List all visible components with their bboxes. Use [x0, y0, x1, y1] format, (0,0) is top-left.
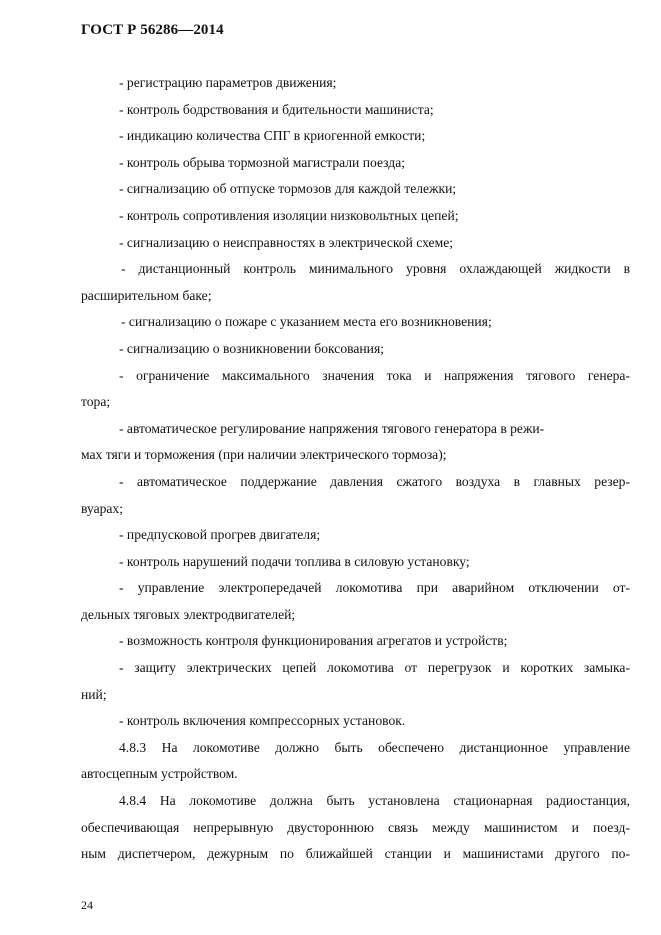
list-item-continuation: тора; — [81, 394, 111, 410]
list-item: - контроль включения компрессорных установок. — [119, 713, 406, 729]
list-item: - возможность контроля функционирования агрегатов и устройств; — [119, 633, 508, 649]
list-item: - дистанционный контроль минимального уровня охлаждающей жидкости в — [121, 261, 630, 277]
paragraph-line: автосцепным устройством. — [81, 766, 238, 782]
paragraph-line: 4.8.4 На локомотиве должна быть установлена стационарная радиостанция, — [119, 793, 630, 809]
list-item: - сигнализацию об отпуске тормозов для каждой тележки; — [119, 181, 457, 197]
list-item: - контроль нарушений подачи топлива в силовую установку; — [119, 553, 470, 569]
list-item: - сигнализацию о неисправностях в электрической схеме; — [119, 234, 454, 250]
list-item: - предпусковой прогрев двигателя; — [119, 527, 321, 543]
list-item: - контроль обрыва тормозной магистрали поезда; — [119, 154, 406, 170]
list-item: - индикацию количества СПГ в криогенной емкости; — [119, 128, 426, 144]
list-item-continuation: расширительном баке; — [81, 287, 212, 303]
list-item: - сигнализацию о возникновении боксования; — [119, 340, 384, 356]
list-item: - контроль сопротивления изоляции низковольтных цепей; — [119, 207, 459, 223]
list-item-continuation: дельных тяговых электродвигателей; — [81, 606, 296, 622]
list-item-continuation: вуарах; — [81, 500, 124, 516]
list-item: - защиту электрических цепей локомотива от перегрузок и коротких замыка- — [119, 660, 630, 676]
list-item: - регистрацию параметров движения; — [119, 75, 337, 90]
list-item-continuation: мах тяги и торможения (при наличии электрического тормоза); — [81, 447, 447, 463]
list-item: - сигнализацию о пожаре с указанием места его возникновения; — [121, 314, 492, 330]
list-item-continuation: ний; — [81, 686, 107, 702]
list-item: - автоматическое регулирование напряжения тягового генератора в режи- — [119, 420, 545, 436]
list-item: - управление электропередачей локомотива при аварийном отключении от- — [119, 580, 630, 596]
page-number: 24 — [81, 898, 93, 912]
paragraph-line: 4.8.3 На локомотиве должно быть обеспечено дистанционное управление — [119, 739, 630, 755]
document-header: ГОСТ Р 56286—2014 — [81, 22, 224, 38]
list-item: - контроль бодрствования и бдительности машиниста; — [119, 101, 434, 117]
list-item: - автоматическое поддержание давления сжатого воздуха в главных резер- — [119, 473, 630, 489]
page-body — [81, 70, 630, 868]
list-item: - ограничение максимального значения тока и напряжения тягового генера- — [119, 367, 630, 383]
paragraph-line: обеспечивающая непрерывную двустороннюю связь между машинистом и поезд- — [81, 819, 630, 835]
paragraph-line: ным диспетчером, дежурным по ближайшей станции и машинистами другого по- — [81, 846, 630, 862]
